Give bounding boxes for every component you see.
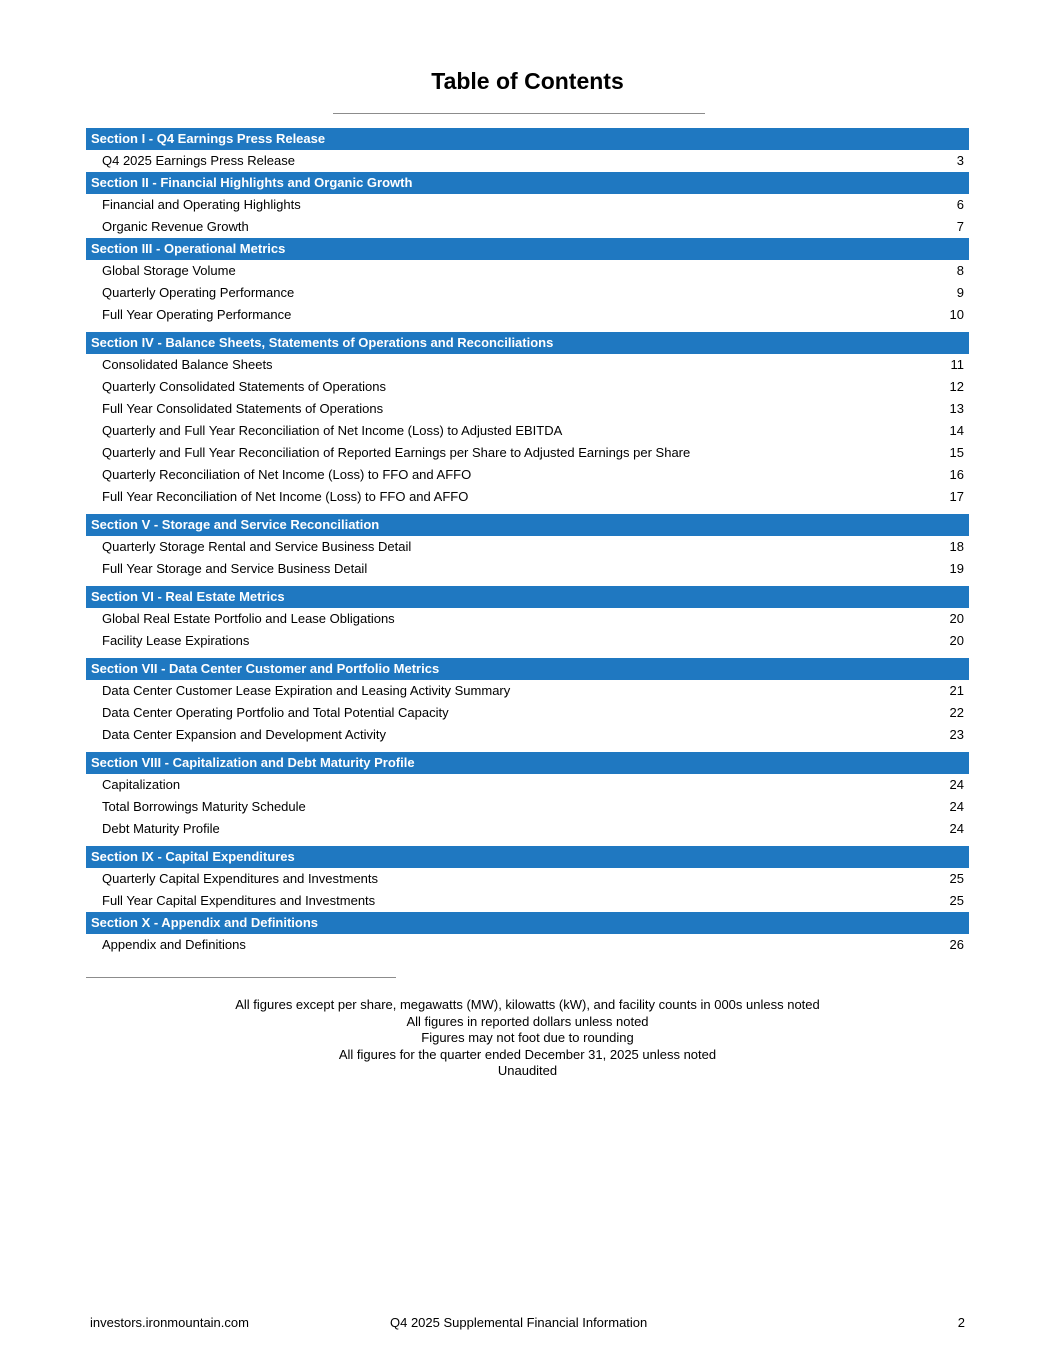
toc-entry[interactable] (86, 376, 969, 398)
toc-entry-page: 7 (956, 219, 964, 234)
toc-entry[interactable] (86, 536, 969, 558)
footer-website-link[interactable]: investors.ironmountain.com (90, 1315, 249, 1330)
toc-entry-page: 23 (949, 727, 964, 742)
toc-entry-page: 26 (949, 937, 964, 952)
toc-entry[interactable] (86, 464, 969, 486)
toc-entry-page: 13 (949, 401, 964, 416)
toc-entry-label: Data Center Expansion and Development Activity (102, 727, 386, 742)
toc-entry[interactable] (86, 442, 969, 464)
section-header[interactable]: Section III - Operational Metrics (86, 238, 969, 260)
note-line: Unaudited (497, 1063, 558, 1078)
toc-entry-label: Global Real Estate Portfolio and Lease Obligations (102, 611, 395, 626)
toc-entry[interactable] (86, 354, 969, 376)
toc-entry-page: 24 (949, 799, 964, 814)
toc-entry[interactable] (86, 702, 969, 724)
toc-entry[interactable] (86, 630, 969, 652)
toc-entry-page: 3 (956, 153, 964, 168)
toc-entry-page: 25 (949, 893, 964, 908)
toc-entry-label: Financial and Operating Highlights (102, 197, 301, 212)
toc-entry-label: Full Year Reconciliation of Net Income (Loss) to FFO and AFFO (102, 489, 469, 504)
toc-entry[interactable] (86, 216, 969, 238)
toc-entry-page: 15 (949, 445, 964, 460)
toc-entry-label: Quarterly and Full Year Reconciliation of Reported Earnings per Share to Adjusted Earnings per Share (102, 445, 691, 460)
toc-entry-label: Quarterly Reconciliation of Net Income (Loss) to FFO and AFFO (102, 467, 472, 482)
section-header[interactable]: Section VI - Real Estate Metrics (86, 586, 969, 608)
toc-entry-page: 20 (949, 633, 964, 648)
note-line: All figures for the quarter ended December 31, 2025 unless noted (338, 1046, 717, 1062)
toc-entry-label: Full Year Capital Expenditures and Investments (102, 893, 376, 908)
toc-entry[interactable] (86, 194, 969, 216)
note-line: All figures except per share, megawatts (MW), kilowatts (kW), and facility counts in 000s unless noted (235, 997, 820, 1012)
toc-entry-page: 25 (949, 871, 964, 886)
toc-entry-page: 22 (949, 705, 964, 720)
toc-entry-page: 8 (956, 263, 964, 278)
toc-entry[interactable] (86, 818, 969, 840)
toc-entry-page: 16 (949, 467, 964, 482)
toc-entry-label: Quarterly Operating Performance (102, 285, 295, 300)
toc-entry-page: 9 (956, 285, 964, 300)
toc-entry[interactable] (86, 398, 969, 420)
toc-entry[interactable] (86, 774, 969, 796)
title-divider (333, 113, 705, 114)
toc-entry-page: 12 (949, 379, 964, 394)
toc-entry[interactable] (86, 558, 969, 580)
toc-entry-label: Organic Revenue Growth (102, 219, 249, 234)
toc-entry[interactable] (86, 150, 969, 172)
toc-entry[interactable] (86, 724, 969, 746)
section-header[interactable]: Section V - Storage and Service Reconciliation (86, 514, 969, 536)
toc-entry[interactable] (86, 934, 969, 956)
toc-entry[interactable] (86, 890, 969, 912)
section-header[interactable]: Section I - Q4 Earnings Press Release (86, 128, 969, 150)
notes-divider (86, 977, 396, 978)
notes-block (0, 997, 1055, 1080)
toc-entry-page: 19 (949, 561, 964, 576)
toc-entry-label: Debt Maturity Profile (102, 821, 220, 836)
page-title: Table of Contents (431, 68, 624, 94)
toc-entry-label: Data Center Operating Portfolio and Total Potential Capacity (102, 705, 449, 720)
toc-entry-page: 17 (949, 489, 964, 504)
toc-entry-label: Full Year Storage and Service Business Detail (102, 561, 368, 576)
toc-entry-label: Quarterly and Full Year Reconciliation of Net Income (Loss) to Adjusted EBITDA (102, 423, 563, 438)
toc-entry-page: 24 (949, 777, 964, 792)
section-header[interactable]: Section X - Appendix and Definitions (86, 912, 969, 934)
toc-entry-label: Total Borrowings Maturity Schedule (102, 799, 306, 814)
toc-entry-page: 6 (956, 197, 964, 212)
note-line: Figures may not foot due to rounding (421, 1030, 634, 1045)
footer-document-title: Q4 2025 Supplemental Financial Information (390, 1315, 648, 1330)
toc-entry-label: Facility Lease Expirations (102, 633, 250, 648)
section-header[interactable]: Section IX - Capital Expenditures (86, 846, 969, 868)
toc-entry[interactable] (86, 260, 969, 282)
toc-entry-label: Quarterly Storage Rental and Service Business Detail (102, 539, 412, 554)
toc-entry[interactable] (86, 796, 969, 818)
toc-entry-page: 20 (949, 611, 964, 626)
toc-entry[interactable] (86, 608, 969, 630)
toc-entry-page: 14 (949, 423, 964, 438)
toc-entry-page: 21 (949, 683, 964, 698)
toc-entry[interactable] (86, 680, 969, 702)
toc-entry-label: Full Year Consolidated Statements of Operations (102, 401, 384, 416)
toc-entry[interactable] (86, 486, 969, 508)
toc-entry-label: Quarterly Capital Expenditures and Investments (102, 871, 379, 886)
toc-entry-label: Data Center Customer Lease Expiration and Leasing Activity Summary (102, 683, 511, 698)
toc-entry[interactable] (86, 868, 969, 890)
table-of-contents (86, 128, 969, 956)
section-header[interactable]: Section VIII - Capitalization and Debt Maturity Profile (86, 752, 969, 774)
section-header[interactable]: Section II - Financial Highlights and Organic Growth (86, 172, 969, 194)
toc-entry-label: Q4 2025 Earnings Press Release (102, 153, 295, 168)
toc-entry-page: 11 (950, 357, 964, 372)
toc-entry-label: Quarterly Consolidated Statements of Operations (102, 379, 386, 394)
toc-entry-page: 10 (949, 307, 964, 322)
toc-entry[interactable] (86, 304, 969, 326)
section-header[interactable]: Section VII - Data Center Customer and Portfolio Metrics (86, 658, 969, 680)
toc-entry-label: Capitalization (102, 777, 181, 792)
note-line: All figures in reported dollars unless noted (406, 1013, 649, 1029)
toc-entry-label: Consolidated Balance Sheets (102, 357, 273, 372)
toc-entry-label: Global Storage Volume (102, 263, 236, 278)
toc-entry[interactable] (86, 282, 969, 304)
toc-entry-label: Full Year Operating Performance (102, 307, 292, 322)
footer-page-number: 2 (957, 1315, 965, 1330)
toc-entry-label: Appendix and Definitions (102, 937, 246, 952)
toc-entry-page: 18 (949, 539, 964, 554)
section-header[interactable]: Section IV - Balance Sheets, Statements of Operations and Reconciliations (86, 332, 969, 354)
toc-entry-page: 24 (949, 821, 964, 836)
toc-entry[interactable] (86, 420, 969, 442)
